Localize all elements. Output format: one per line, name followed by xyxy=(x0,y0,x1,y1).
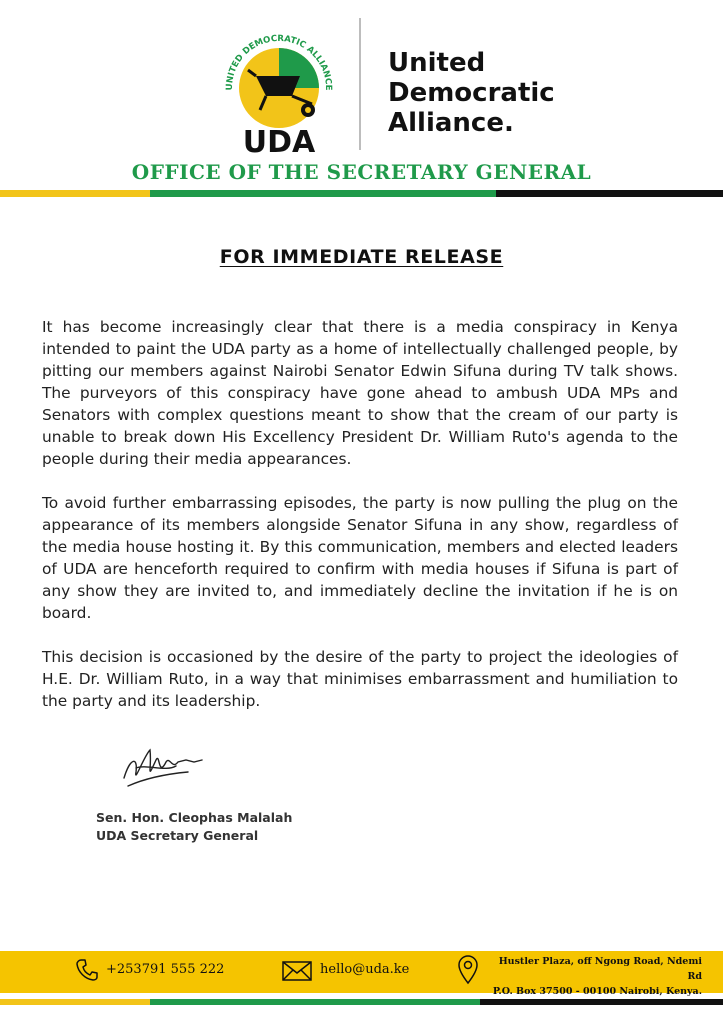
party-name-line-1: United xyxy=(388,48,486,78)
paragraph-2: To avoid further embarrassing episodes, the party is now pulling the plug on the appearance of its members alongside Senator Sifuna in any show, regardless of the media house hosting it. By this communication, members and elected leaders of UDA are henceforth required to confirm with media houses if Sifuna is part of any show they are invited to, and immediately decline the invitation if he is on board. xyxy=(42,494,678,622)
footer-email: hello@uda.ke xyxy=(320,962,410,977)
footer-phone: +253791 555 222 xyxy=(106,962,225,977)
location-pin-icon xyxy=(457,955,479,985)
signature xyxy=(116,738,216,798)
paragraph-3: This decision is occasioned by the desire of the party to project the ideologies of H.E. Dr. William Ruto, in a way that minimises embarrassment and humiliation to the party and its leadership. xyxy=(42,648,678,710)
footer-address xyxy=(486,954,702,999)
header-stripe xyxy=(0,190,723,197)
party-name-line-3: Alliance. xyxy=(388,108,514,138)
release-heading: FOR IMMEDIATE RELEASE xyxy=(219,246,504,268)
signer-name: Sen. Hon. Cleophas Malalah xyxy=(96,810,293,825)
phone-icon xyxy=(76,958,98,982)
footer-stripe xyxy=(0,999,723,1005)
signer-block xyxy=(96,809,292,845)
party-name-line-2: Democratic xyxy=(388,78,555,108)
release-body xyxy=(42,316,678,734)
header-divider xyxy=(359,18,361,150)
signer-title: UDA Secretary General xyxy=(96,828,259,843)
svg-text:UNITED DEMOCRATIC ALLIANCE: UNITED DEMOCRATIC ALLIANCE xyxy=(224,33,334,91)
office-title: OFFICE OF THE SECRETARY GENERAL xyxy=(131,160,592,184)
paragraph-1: It has become increasingly clear that there is a media conspiracy in Kenya intended to paint the UDA party as a home of intellectually challenged people, by pitting our members against Nairobi Senator Edwin Sifuna during TV talk shows. The purveyors of this conspiracy have gone ahead to ambush UDA MPs and Senators with complex questions meant to show that the cream of our party is unable to break down His Excellency President Dr. William Ruto's agenda to the people during their media appearances. xyxy=(42,318,678,468)
address-line-2: P.O. Box 37500 - 00100 Nairobi, Kenya. xyxy=(492,986,702,997)
logo-abbrev: UDA xyxy=(242,125,316,158)
uda-logo xyxy=(220,26,338,158)
mail-icon xyxy=(282,961,312,981)
party-name xyxy=(388,48,555,138)
address-line-1: Hustler Plaza, off Ngong Road, Ndemi Rd xyxy=(498,956,702,982)
